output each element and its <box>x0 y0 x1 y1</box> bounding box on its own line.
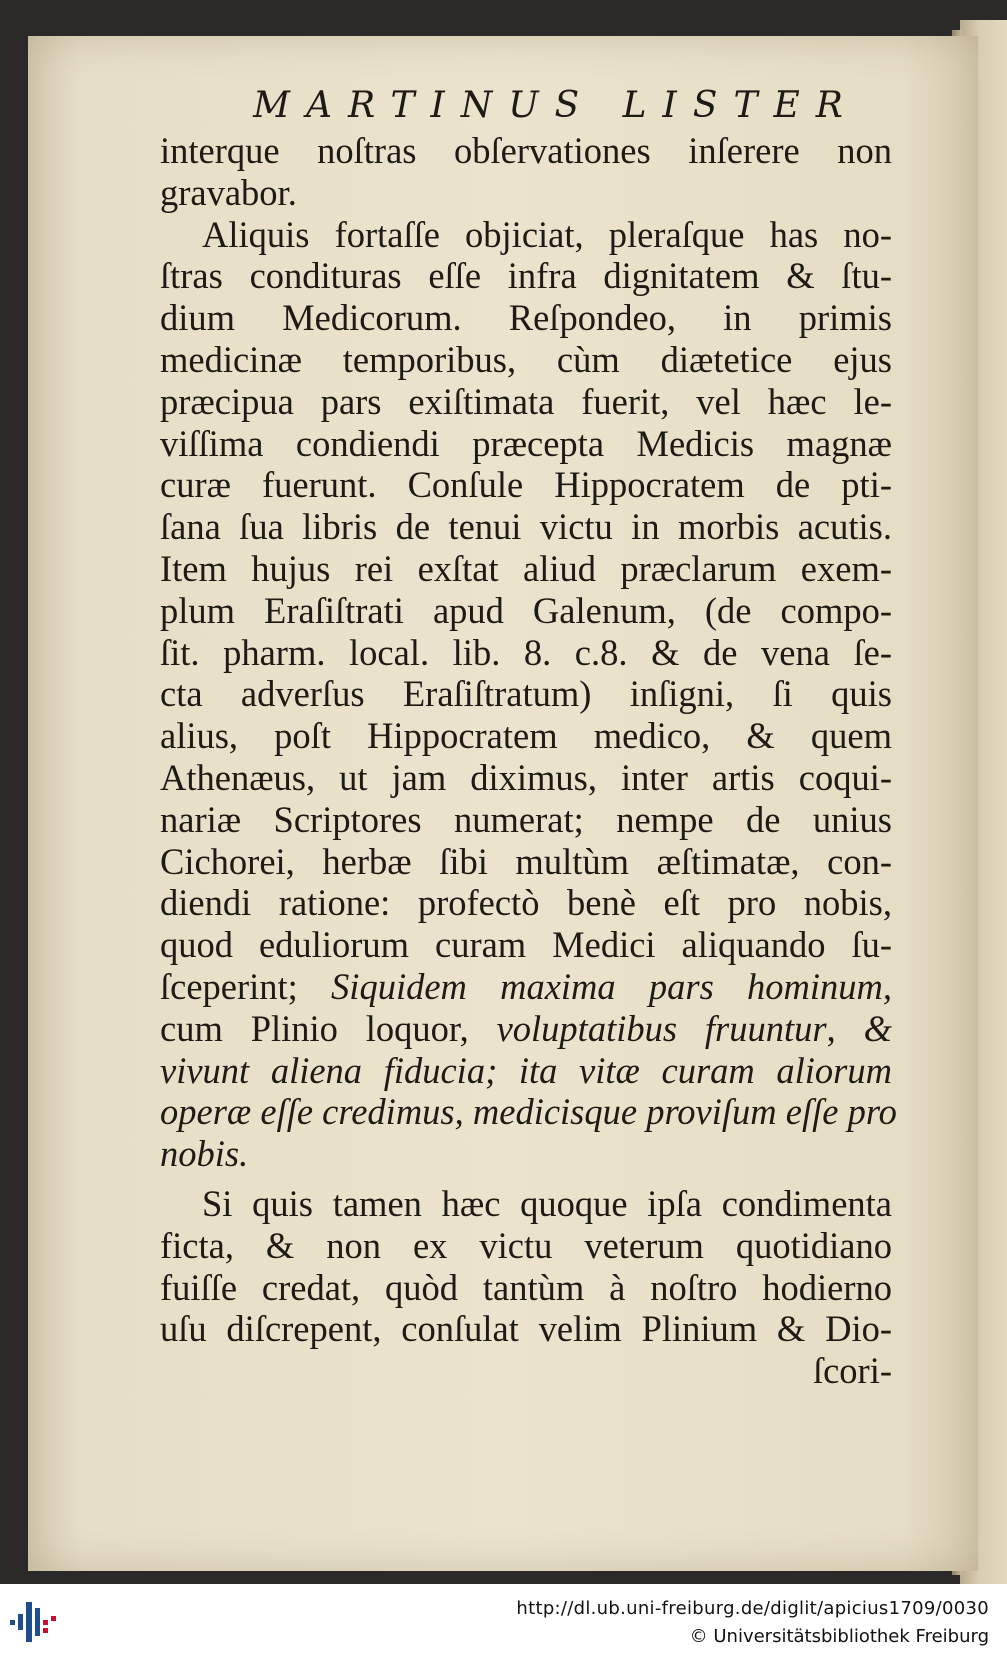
copyright-notice: © Universitätsbibliothek Freiburg <box>689 1626 989 1647</box>
line-roman-part: cum Plinio loquor, <box>160 1007 497 1049</box>
viewer-footer <box>0 1584 1007 1655</box>
text-line: viſſima condiendi præcepta Medicis magnæ <box>160 422 892 464</box>
text-line: fuiſſe credat, quòd tantùm à noſtro hodierno <box>160 1266 892 1308</box>
running-head: MARTINUS LISTER <box>253 85 859 126</box>
text-line: quod eduliorum curam Medici aliquando ſu- <box>160 924 892 966</box>
text-line: cta adverſus Eraſiſtratum) inſigni, ſi quis <box>160 673 892 715</box>
italic-line: nobis. <box>160 1133 249 1175</box>
text-line: Athenæus, ut jam diximus, inter artis coqui- <box>160 756 892 798</box>
text-line: Si quis tamen hæc quoque ipſa condimenta <box>202 1182 892 1224</box>
italic-line: operæ eſſe credimus, medicisque proviſum eſſe pro <box>160 1091 897 1133</box>
text-line: plum Eraſiſtrati apud Galenum, (de compo- <box>160 589 892 631</box>
text-line: Item hujus rei exſtat aliud præclarum exem- <box>160 547 892 589</box>
italic-line: vivunt aliena fiducia; ita vitæ curam aliorum <box>160 1049 892 1091</box>
paragraph-lines-1 <box>160 130 892 966</box>
paragraph-lines-2 <box>160 1183 892 1350</box>
text-line: ſana ſua libris de tenui victu in morbis acutis. <box>160 506 892 548</box>
text-line-mixed-2 <box>160 1008 892 1050</box>
text-line: præcipua pars exiſtimata fuerit, vel hæc le- <box>160 380 892 422</box>
text-line: Cichorei, herbæ ſibi multùm æſtimatæ, con- <box>160 840 892 882</box>
text-line: ficta, & non ex victu veterum quotidiano <box>160 1224 892 1266</box>
text-line: medicinæ temporibus, cùm diætetice ejus <box>160 338 892 380</box>
permalink-link[interactable]: http://dl.ub.uni-freiburg.de/diglit/apicius1709/0030 <box>516 1598 989 1619</box>
line-roman-part: , <box>826 1007 864 1049</box>
text-line: Aliquis fortaſſe objiciat, pleraſque has no- <box>202 213 892 255</box>
catchword: ſcori- <box>812 1350 892 1392</box>
line-italic-part: & <box>863 1007 892 1049</box>
line-italic-part: Siquidem maxima pars hominum, <box>331 965 892 1007</box>
text-line: gravabor. <box>160 171 297 213</box>
library-logo-icon <box>8 1598 62 1646</box>
text-line: nariæ Scriptores numerat; nempe de unius <box>160 798 892 840</box>
text-line: dium Medicorum. Reſpondeo, in primis <box>160 297 892 339</box>
text-line: uſu diſcrepent, conſulat velim Plinium & Dio- <box>160 1308 892 1350</box>
text-line-mixed-1 <box>160 966 892 1008</box>
text-line: ſit. pharm. local. lib. 8. c.8. & de vena ſe- <box>160 631 892 673</box>
text-line: ſtras condituras eſſe infra dignitatem & ſtu- <box>160 255 892 297</box>
page-text <box>160 82 897 1392</box>
text-line: alius, poſt Hippocratem medico, & quem <box>160 715 892 757</box>
line-italic-part: voluptatibus fruuntur <box>496 1007 827 1049</box>
line-roman-part: ſceperint; <box>160 965 332 1007</box>
text-line: interque noſtras obſervationes inſerere non <box>160 130 892 171</box>
text-line: curæ fuerunt. Conſule Hippocratem de pti- <box>160 464 892 506</box>
text-line: diendi ratione: profectò benè eſt pro nobis, <box>160 882 892 924</box>
